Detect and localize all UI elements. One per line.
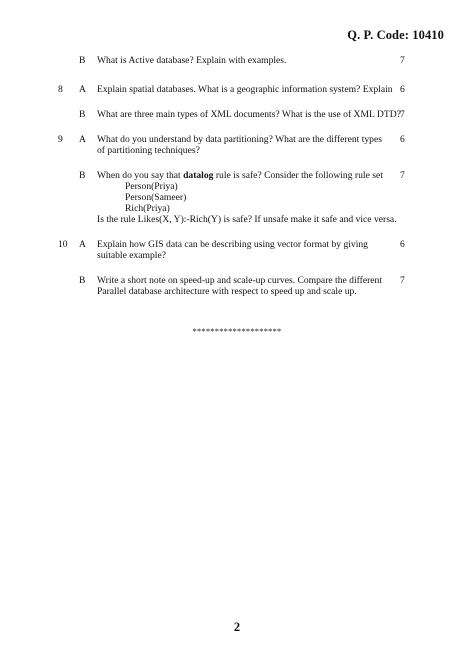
sub-question-letter: A: [79, 239, 86, 250]
sub-question-letter: B: [79, 170, 86, 181]
question-item: [0, 239, 474, 261]
rule-line: Person(Priya): [125, 181, 178, 192]
question-marks: 7: [400, 55, 405, 66]
question-marks: 7: [400, 275, 405, 286]
question-marks: 6: [400, 239, 405, 250]
question-text: Explain spatial databases. What is a geographic information system? Explain: [97, 84, 393, 95]
question-number: 9: [58, 134, 63, 145]
sub-question-letter: A: [79, 84, 86, 95]
question-item: [0, 275, 474, 297]
sub-question-letter: A: [79, 134, 86, 145]
question-marks: 7: [400, 170, 405, 181]
question-item: [0, 170, 474, 225]
question-item: [0, 109, 474, 120]
rule-line: Person(Sameer): [125, 192, 187, 203]
question-text: What are three main types of XML documents? What is the use of XML DTD?: [97, 109, 401, 120]
question-text: What do you understand by data partitioning? What are the different types of partitioning techniques?: [97, 134, 382, 156]
question-item: [0, 84, 474, 95]
question-marks: 6: [400, 134, 405, 145]
rule-set: [97, 181, 392, 214]
question-text: Write a short note on speed-up and scale-up curves. Compare the different Parallel database architecture with respect to speed up and scale up.: [97, 275, 383, 297]
question-item: [0, 134, 474, 156]
question-text-tail: Is the rule Likes(X, Y):-Rich(Y) is safe? If unsafe make it safe and vice versa.: [97, 214, 397, 225]
keyword-datalog: datalog: [183, 170, 214, 181]
rule-line: Rich(Priya): [125, 203, 170, 214]
question-marks: 6: [400, 84, 405, 95]
page-number: 2: [233, 620, 241, 634]
question-text: Explain how GIS data can be describing using vector format by giving suitable example?: [97, 239, 368, 261]
question-text-rest: rule is safe? Consider the following rule set: [213, 170, 383, 181]
question-text: What is Active database? Explain with examples.: [97, 55, 287, 66]
question-item: [0, 55, 474, 66]
question-number: 10: [58, 239, 68, 250]
sub-question-letter: B: [79, 55, 86, 66]
question-text-lead: When do you say that: [97, 170, 184, 181]
question-list: [0, 55, 474, 311]
question-paper-code: Q. P. Code: 10410: [347, 28, 444, 42]
sub-question-letter: B: [79, 109, 86, 120]
question-text: [97, 170, 392, 214]
sub-question-letter: B: [79, 275, 86, 286]
end-of-paper-stars: ********************: [192, 326, 282, 336]
question-marks: 7: [400, 109, 405, 120]
question-number: 8: [58, 84, 63, 95]
